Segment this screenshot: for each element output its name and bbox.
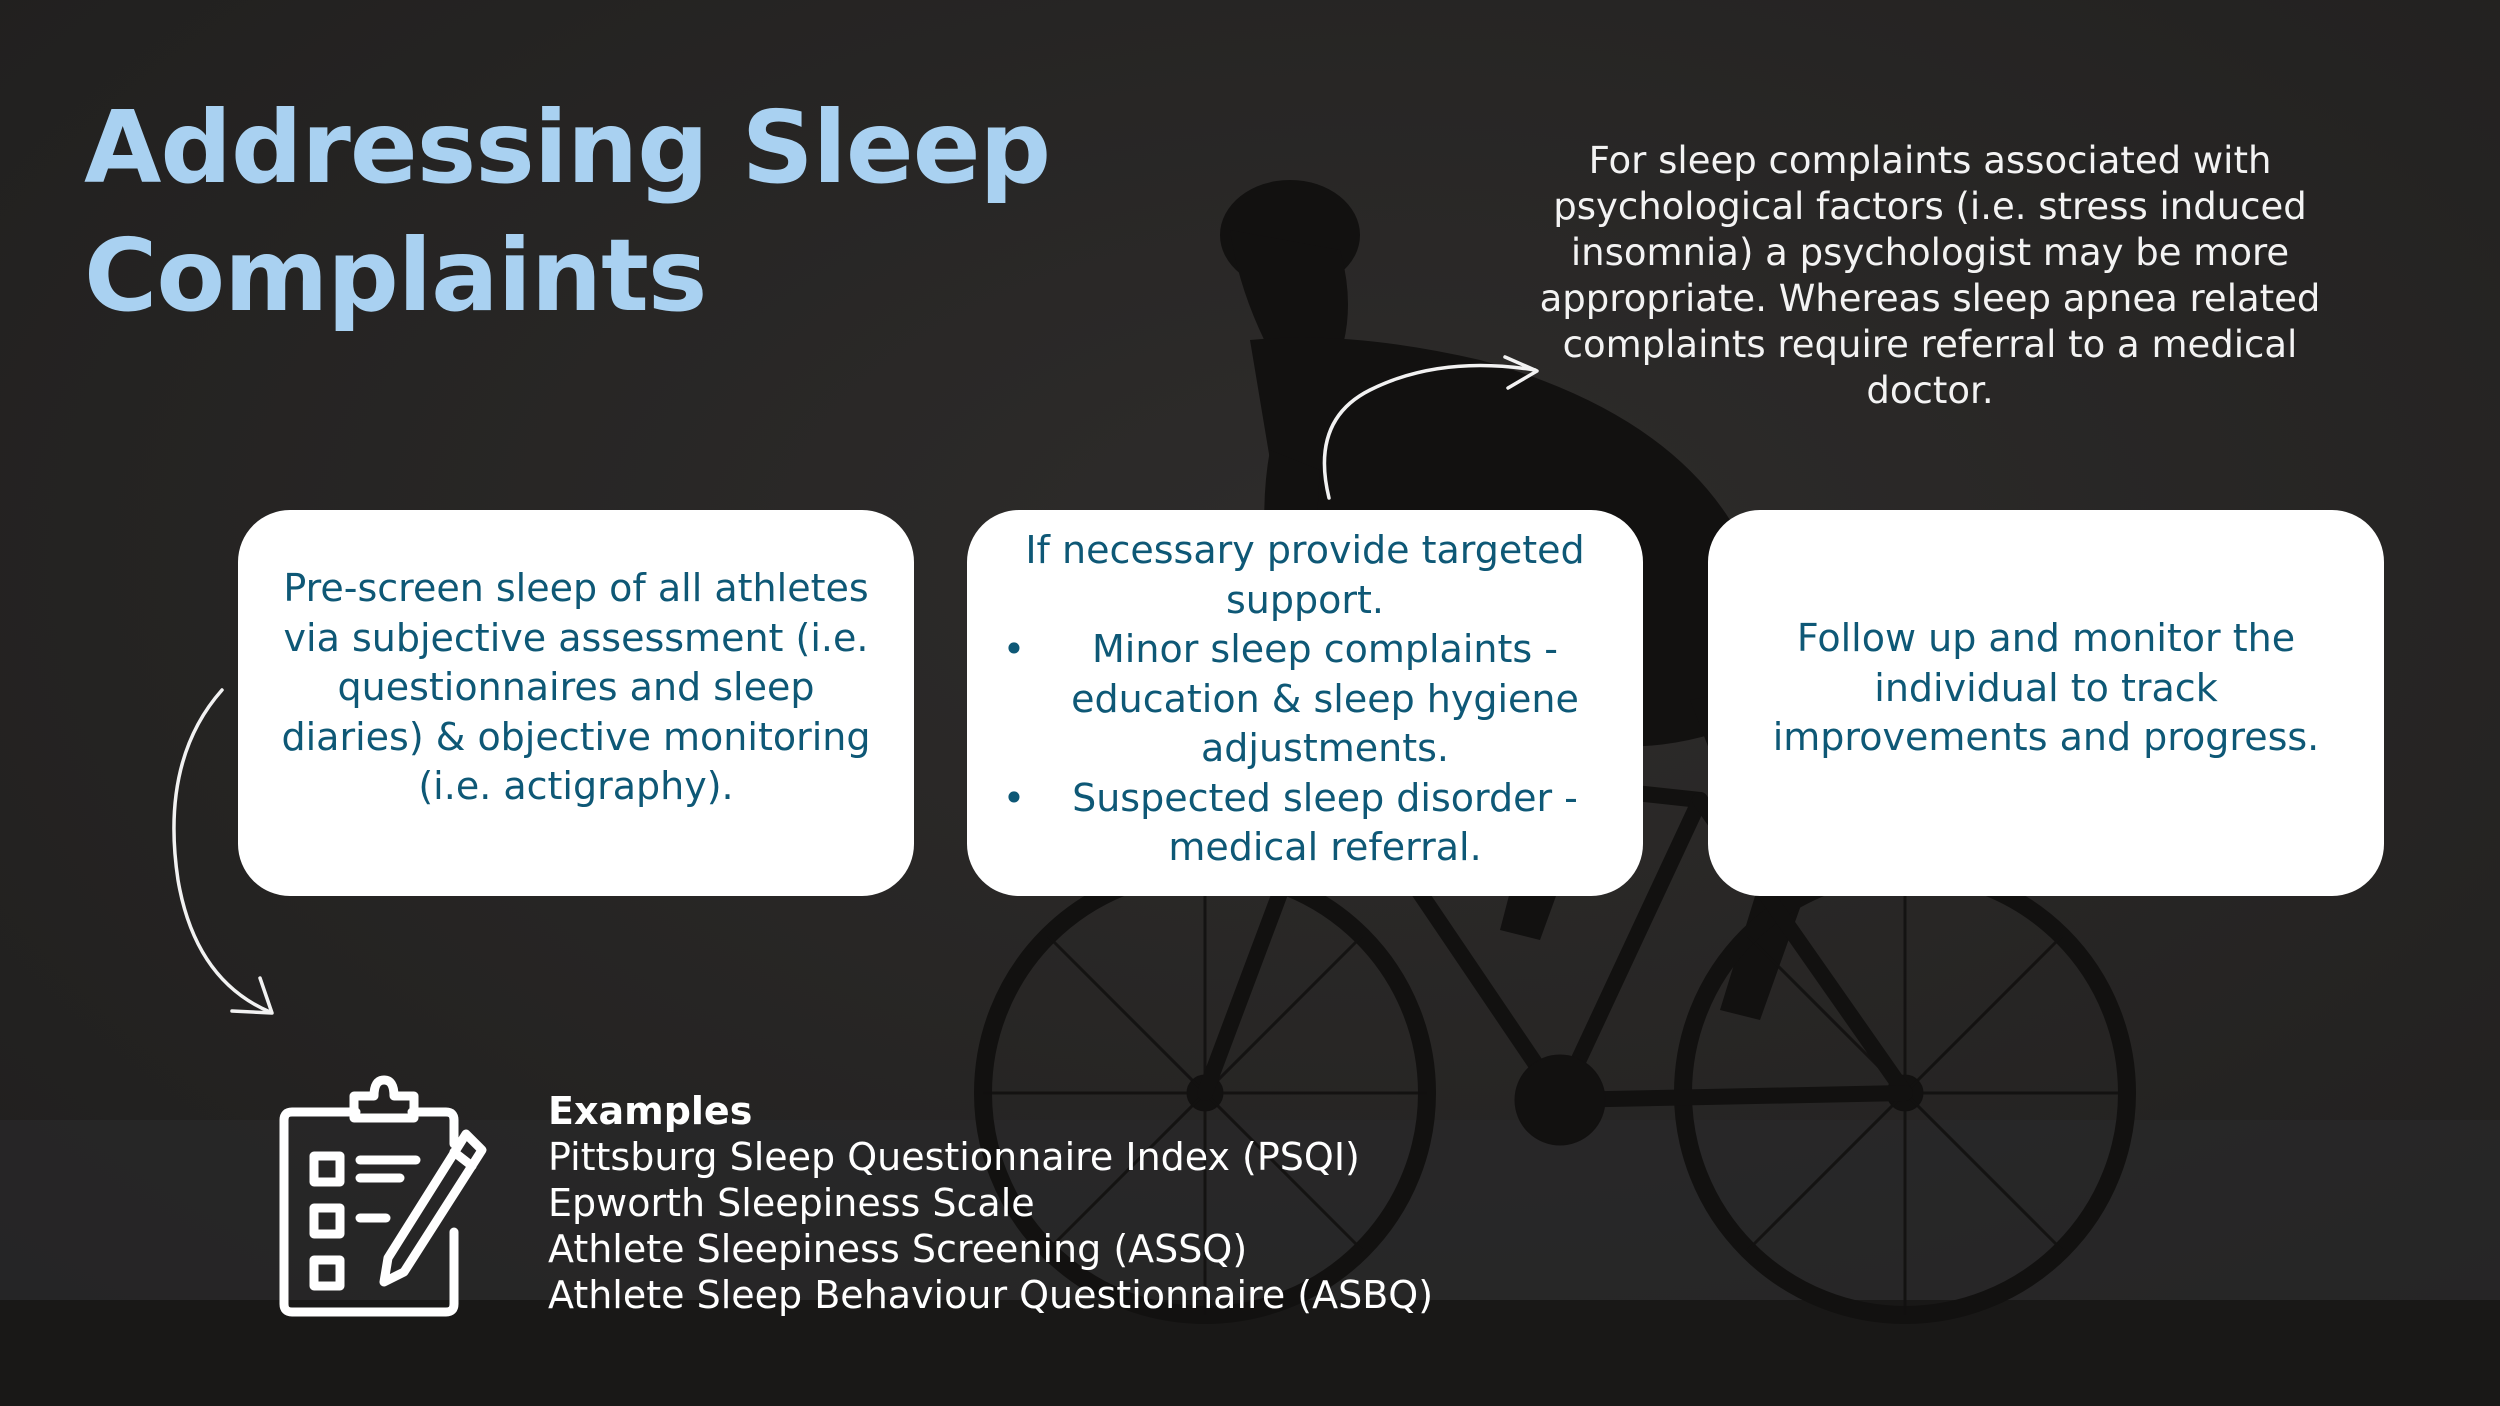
- note-line: appropriate. Whereas sleep apnea related: [1539, 277, 2321, 320]
- example-item: Athlete Sleepiness Screening (ASSQ): [548, 1227, 1248, 1271]
- card-line: (i.e. actigraphy).: [418, 764, 734, 808]
- card-line: If necessary provide targeted: [1025, 528, 1585, 572]
- bullet-item: [967, 774, 1643, 873]
- title-line-1: Addressing Sleep: [84, 89, 1051, 206]
- clipboard-checklist-icon: [276, 1072, 496, 1322]
- card-line: Pre-screen sleep of all athletes: [283, 566, 869, 610]
- card-line: adjustments.: [1200, 726, 1449, 770]
- bullet-dot: •: [1002, 775, 1026, 820]
- examples-heading: Examples: [548, 1089, 753, 1133]
- card-line: Suspected sleep disorder -: [1072, 775, 1578, 820]
- step-card-support: [967, 510, 1643, 896]
- card-line: Follow up and monitor the: [1796, 616, 2296, 660]
- example-item: Pittsburg Sleep Questionnaire Index (PSQI): [548, 1135, 1360, 1179]
- title-line-2: Complaints: [84, 217, 707, 334]
- card-line: individual to track: [1874, 665, 2218, 710]
- note-line: For sleep complaints associated with: [1588, 139, 2272, 182]
- step-card-prescreen: [238, 510, 914, 896]
- referral-note: [1530, 138, 2330, 414]
- examples-list: [548, 1088, 1433, 1318]
- example-item: Athlete Sleep Behaviour Questionnaire (ASBQ): [548, 1273, 1434, 1317]
- bullet-item: [967, 625, 1643, 774]
- note-line: psychological factors (i.e. stress induced: [1553, 185, 2307, 228]
- card-line: education & sleep hygiene: [1071, 676, 1579, 721]
- card-line: support.: [1226, 577, 1384, 622]
- note-line: insomnia) a psychologist may be more: [1570, 231, 2290, 274]
- card-line: Minor sleep complaints -: [1092, 627, 1558, 671]
- note-line: doctor.: [1866, 369, 1994, 412]
- card-line: questionnaires and sleep: [337, 665, 815, 709]
- step-card-follow-up: [1708, 510, 2384, 896]
- card-line: improvements and progress.: [1772, 715, 2320, 759]
- note-line: complaints require referral to a medical: [1562, 323, 2298, 366]
- bullet-dot: •: [1002, 627, 1026, 671]
- page-title: [84, 84, 1184, 340]
- card-line: via subjective assessment (i.e.: [283, 615, 869, 660]
- card-line: diaries) & objective monitoring: [281, 714, 871, 759]
- card-line: medical referral.: [1168, 825, 1482, 869]
- example-item: Epworth Sleepiness Scale: [548, 1181, 1035, 1225]
